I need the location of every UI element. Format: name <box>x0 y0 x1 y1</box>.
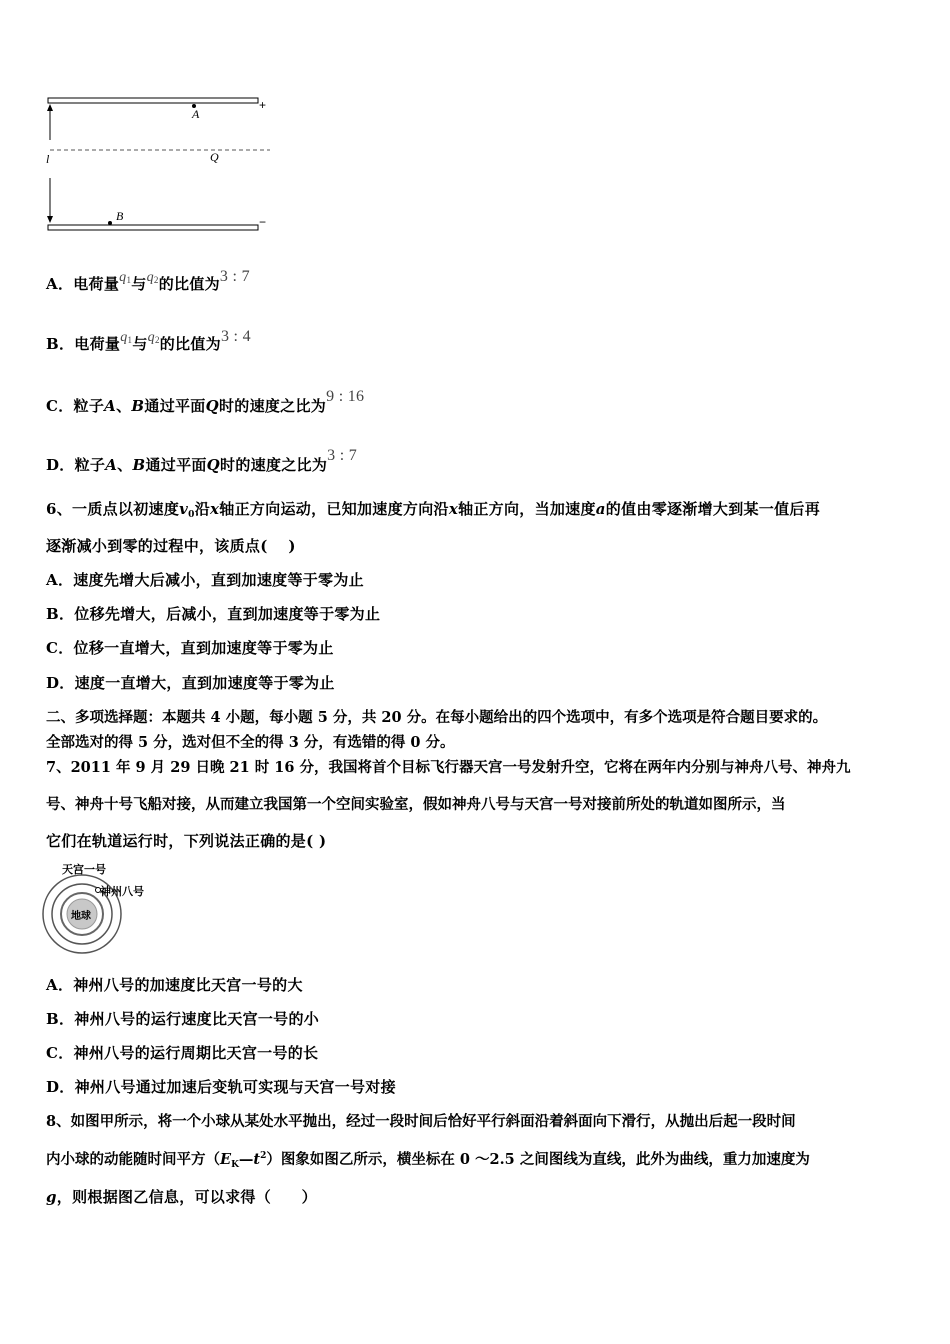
shenzhou-label: 神州八号 <box>100 885 144 898</box>
q5-option-d: D．粒子A、B通过平面Q时的速度之比为3 : 7 <box>46 447 358 474</box>
q7-option-d: D．神州八号通过加速后变轨可实现与天宫一号对接 <box>46 1078 396 1096</box>
q8-stem-line3: g，则根据图乙信息，可以求得（ ） <box>46 1188 317 1206</box>
minus-sign: − <box>259 215 267 229</box>
label-l: l <box>46 152 50 166</box>
q6-option-a: A．速度先增大后减小，直到加速度等于零为止 <box>46 571 364 589</box>
plus-sign: + <box>259 98 267 112</box>
q7-stem-line2: 号、神舟十号飞船对接，从而建立我国第一个空间实验室，假如神舟八号与天宫一号对接前所处的轨道如图所示，当 <box>46 796 786 813</box>
q8-stem-line2: 内小球的动能随时间平方$(E_K—t^2)$图象如图乙所示，横坐标在 0 ～2.5 之间图线为直线，此外为曲线，重力加速度为 <box>46 1151 810 1170</box>
q7-option-b: B．神州八号的运行速度比天宫一号的小 <box>46 1010 320 1028</box>
earth-label: 地球 <box>71 911 91 922</box>
parallel-plates-figure <box>40 92 280 242</box>
label-b: B <box>116 209 124 223</box>
q7-stem-line1: 7、2011 年 9 月 29 日晚 21 时 16 分，我国将首个目标飞行器天宫一号发射升空，它将在两年内分别与神舟八号、神舟九 <box>46 759 851 776</box>
q7-option-c: C．神州八号的运行周期比天宫一号的长 <box>46 1044 319 1062</box>
q6-option-b: B．位移先增大，后减小，直到加速度等于零为止 <box>46 605 381 623</box>
particle-b-dot <box>108 221 112 225</box>
q5-option-b: B．电荷量$q^1$与$q^2$的比值为3 : 4 <box>46 328 251 353</box>
bottom-plate <box>48 225 258 230</box>
q8-stem-line1: 8、如图甲所示，将一个小球从某处水平抛出，经过一段时间后恰好平行斜面沿着斜面向下滑行，从抛出后起一段时间 <box>46 1113 796 1130</box>
tiangong-label: 天宫一号 <box>62 863 106 876</box>
q6-option-c: C．位移一直增大，直到加速度等于零为止 <box>46 639 334 657</box>
label-a: A <box>192 107 200 121</box>
label-q: Q <box>210 150 219 164</box>
top-plate <box>48 98 258 103</box>
q6-option-d: D．速度一直增大，直到加速度等于零为止 <box>46 674 335 692</box>
q7-stem-line3: 它们在轨道运行时，下列说法正确的是( ) <box>46 832 327 850</box>
q6-stem-line2: 逐渐减小到零的过程中，该质点( ) <box>46 537 296 555</box>
q7-option-a: A．神州八号的加速度比天宫一号的大 <box>46 976 303 994</box>
q6-stem-line1: 6、一质点以初速度$v_0$沿x轴正方向运动，已知加速度方向沿x轴正方向，当加速度a的值由零逐渐增大到某一值后再 <box>46 500 820 520</box>
q5-option-c: C．粒子A、B通过平面Q时的速度之比为9 : 16 <box>46 388 365 415</box>
q5-option-a: A．电荷量$q^1$与$q^2$的比值为3 : 7 <box>46 268 250 293</box>
section2-line1: 二、多项选择题：本题共 4 小题，每小题 5 分，共 20 分。在每小题给出的四个选项中，有多个选项是符合题目要求的。 <box>46 709 828 726</box>
section2-line2: 全部选对的得 5 分，选对但不全的得 3 分，有选错的得 0 分。 <box>46 734 455 751</box>
